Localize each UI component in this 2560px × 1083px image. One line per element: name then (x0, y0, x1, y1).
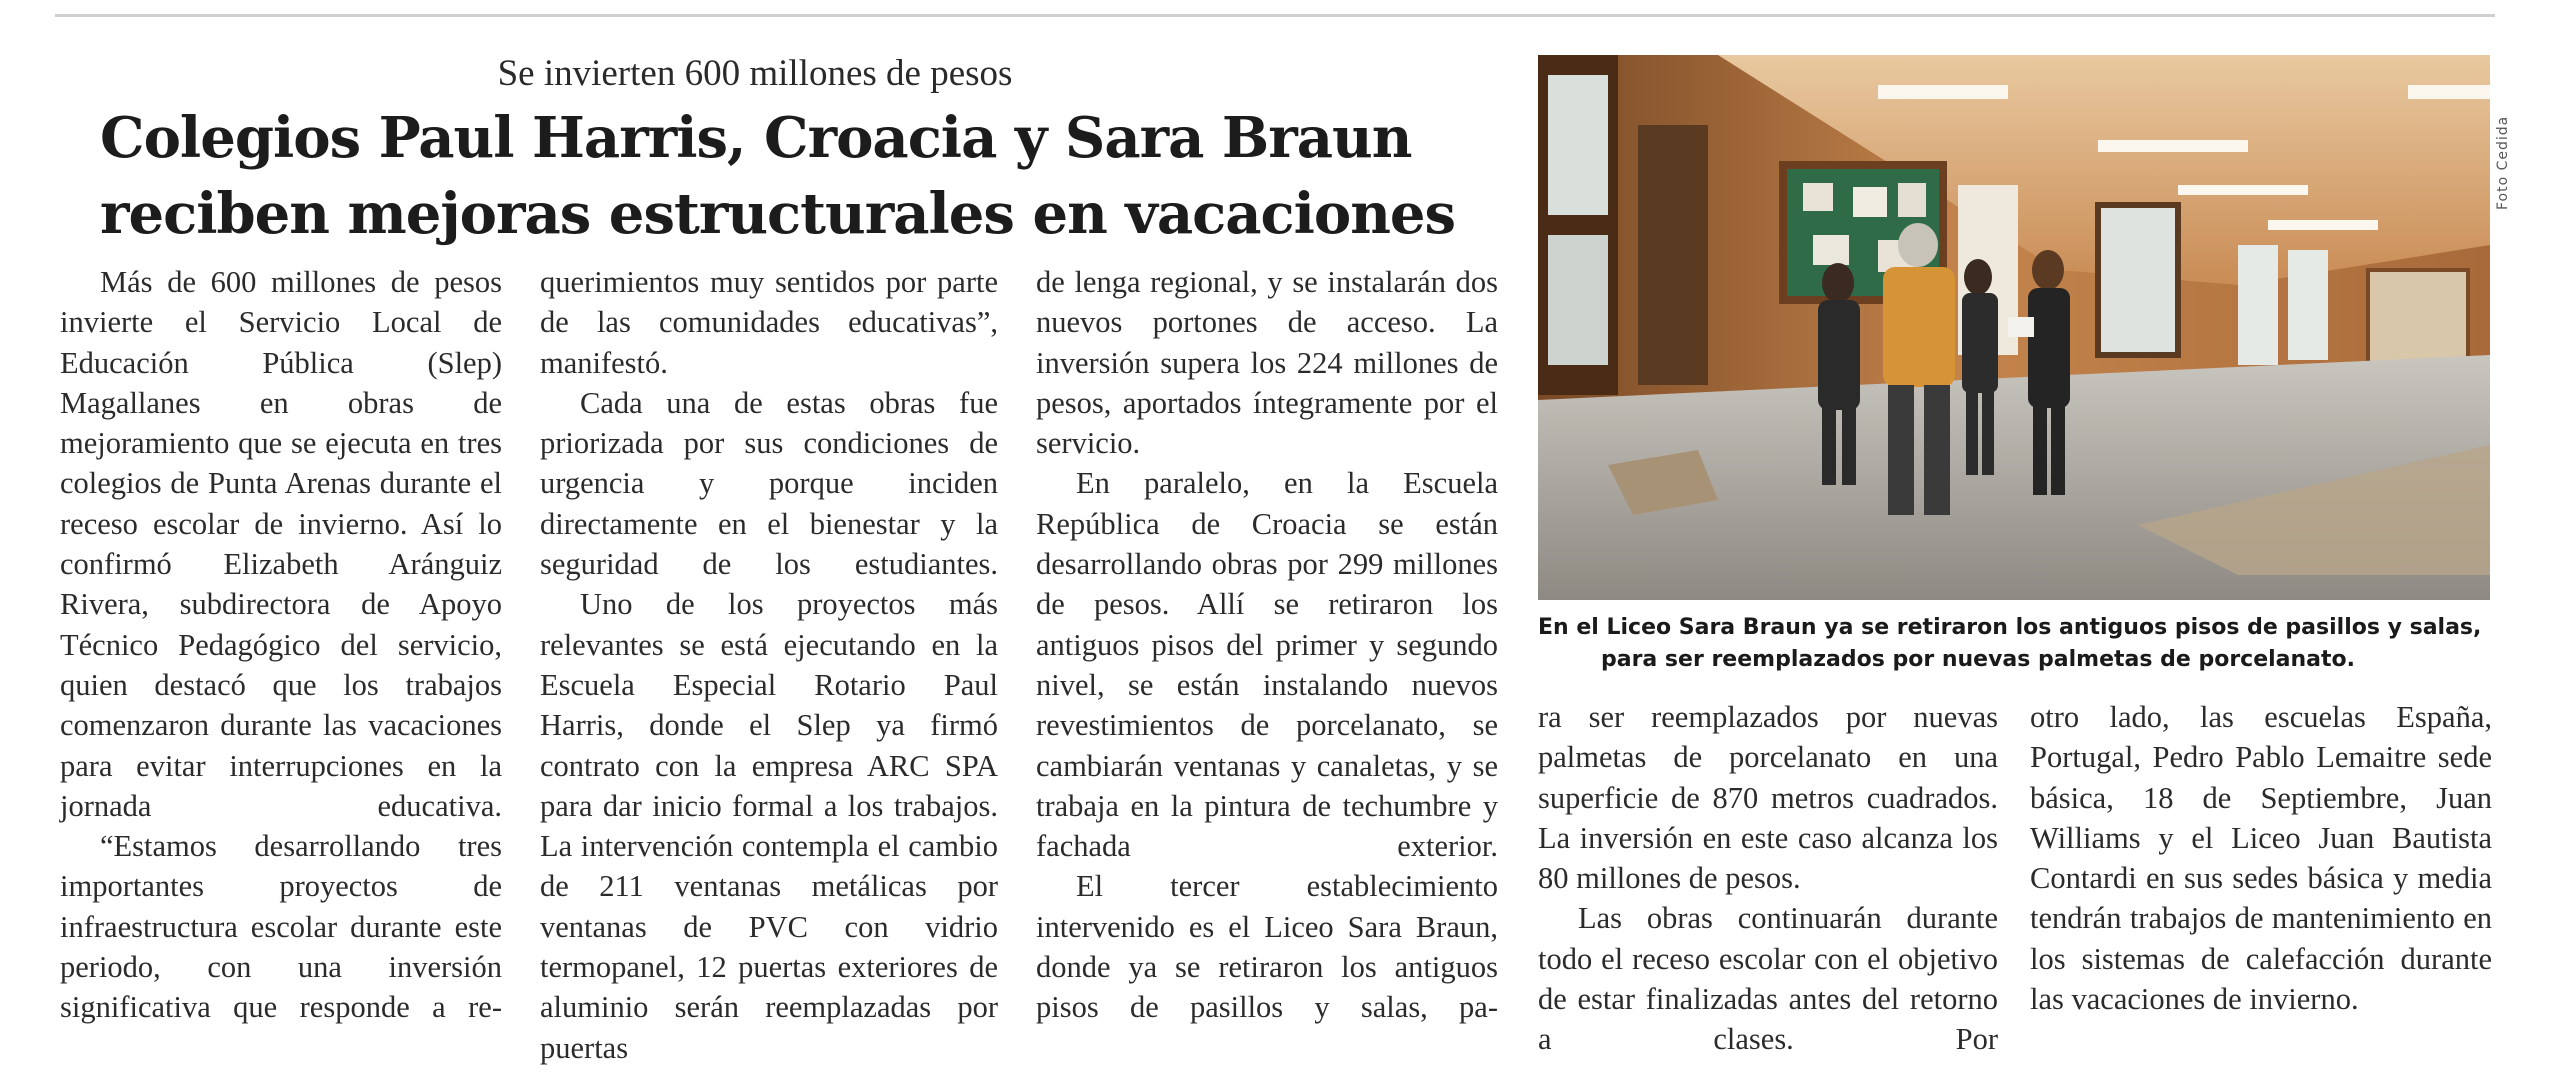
headline-line-1: Colegios Paul Harris, Croacia y Sara Braun (100, 105, 1412, 171)
body-column-4 (1538, 697, 1998, 1060)
paragraph: ra ser reemplazados por nuevas palmetas de porcelanato en una superficie de 870 metros cuadrados. La inversión en este caso alcanza los 80 millones de pesos. (1538, 700, 1998, 896)
body-column-2 (540, 262, 998, 1068)
paragraph: otro lado, las escuelas España, Portugal, Pedro Pablo Lemaitre sede básica, 18 de Septiembre, Juan Williams y el Liceo Juan Bautista Contardi en sus sedes básica y media tendrán trabajos de mantenimiento en los sistemas de calefacción durante las vacaciones de invierno. (2030, 700, 2492, 1017)
headline-line-2: reciben mejoras estructurales en vacaciones (100, 181, 1456, 247)
paragraph: Uno de los proyectos más relevantes se está ejecutando en la Escuela Especial Rotario Paul Harris, donde el Slep ya firmó contrato con la empresa ARC SPA para dar inicio formal a los trabajos. La intervención contempla el cambio de 211 ventanas metálicas por ventanas de PVC con vidrio termopanel, 12 puertas exteriores de aluminio serán reemplazadas por puertas (540, 587, 998, 1065)
photo-caption (1538, 612, 2498, 676)
paragraph: Cada una de estas obras fue priorizada por sus condiciones de urgencia y porque inciden directamente en el bienestar y la seguridad de los estudiantes. (540, 385, 998, 582)
top-rule (55, 14, 2495, 17)
body-column-5 (2030, 697, 2492, 1019)
paragraph: Más de 600 millones de pesos invierte el Servicio Local de Educación Pública (Slep) Magallanes en obras de mejoramiento que se ejecuta en tres colegios de Punta Arenas durante el receso escolar de invierno. Así lo confirmó Elizabeth Aránguiz Rivera, subdirectora de Apoyo Técnico Pedagógico del servicio, quien destacó que los trabajos comenzaron durante las vacaciones para evitar interrupciones en la jornada educativa. (60, 265, 502, 823)
photo-credit: Foto Cedida (2495, 115, 2511, 210)
body-column-1 (60, 262, 502, 1028)
caption-line-1: En el Liceo Sara Braun ya se retiraron los antiguos pisos de pasillos y salas, (1538, 615, 2482, 640)
paragraph: El tercer establecimiento intervenido es el Liceo Sara Braun, donde ya se retiraron los antiguos pisos de pasillos y salas, pa- (1036, 869, 1498, 1025)
paragraph: de lenga regional, y se instalarán dos nuevos portones de acceso. La inversión supera los 224 millones de pesos, aportados íntegramente por el servicio. (1036, 265, 1498, 461)
body-column-3 (1036, 262, 1498, 1028)
paragraph: Las obras continuarán durante todo el receso escolar con el objetivo de estar finalizadas antes del retorno a clases. Por (1538, 901, 1998, 1057)
article-kicker: Se invierten 600 millones de pesos (497, 53, 1013, 94)
article-headline (100, 100, 1456, 252)
paragraph: querimientos muy sentidos por parte de las comunidades educativas”, manifestó. (540, 265, 998, 380)
hallway-photo-illustration (1538, 55, 2490, 600)
caption-line-2: para ser reemplazados por nuevas palmetas de porcelanato. (1600, 647, 2356, 672)
paragraph: En paralelo, en la Escuela República de Croacia se están desarrollando obras por 299 millones de pesos. Allí se retiraron los antiguos pisos del primer y segundo nivel, se están instalando nuevos revestimientos de porcelanato, se cambiarán ventanas y canaletas, y se trabaja en la pintura de techumbre y fachada exterior. (1036, 466, 1498, 864)
article-photo (1538, 55, 2490, 600)
paragraph: “Estamos desarrollando tres importantes proyectos de infraestructura escolar durante este periodo, con una inversión significativa que responde a re- (60, 829, 502, 1025)
